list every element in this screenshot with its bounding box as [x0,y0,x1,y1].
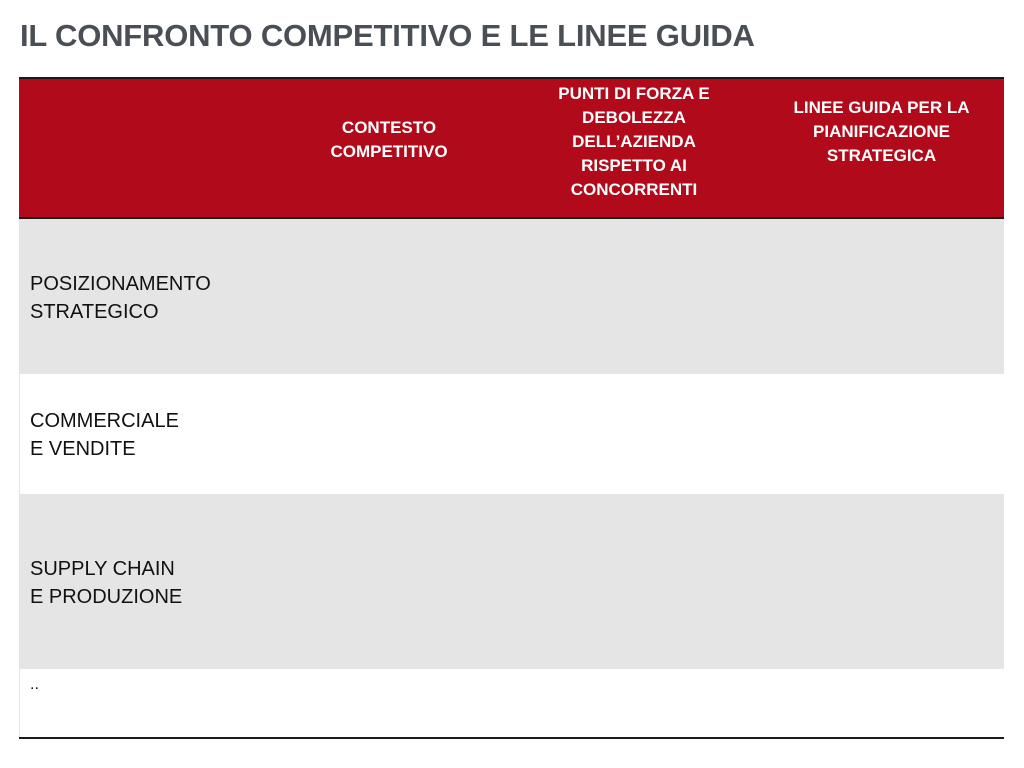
header-cell-contesto [299,79,479,217]
header-cell-empty [19,79,299,217]
page-title: IL CONFRONTO COMPETITIVO E LE LINEE GUIDA [20,18,755,53]
header-label-contesto: CONTESTO COMPETITIVO [330,118,448,161]
header-cell-punti-forza [529,79,739,217]
comparison-table [19,77,1004,739]
table-row [19,494,1004,669]
table-row [19,219,1004,374]
header-cell-linee-guida [759,79,1004,217]
table-bottom-rule [19,737,1004,739]
table-row [19,669,1004,737]
row-label-commerciale: COMMERCIALE E VENDITE [30,410,179,460]
header-label-linee-guida: LINEE GUIDA PER LA PIANIFICAZIONE STRATEGICA [793,98,970,165]
row-label-supply-chain: SUPPLY CHAIN E PRODUZIONE [30,558,183,608]
table-header-row [19,79,1004,219]
table-row [19,374,1004,494]
row-label-posizionamento: POSIZIONAMENTO STRATEGICO [30,273,211,323]
row-label-ellipsis: .. [30,676,39,693]
header-label-punti-forza: PUNTI DI FORZA E DEBOLEZZA DELL’AZIENDA RISPETTO AI CONCORRENTI [558,84,710,199]
